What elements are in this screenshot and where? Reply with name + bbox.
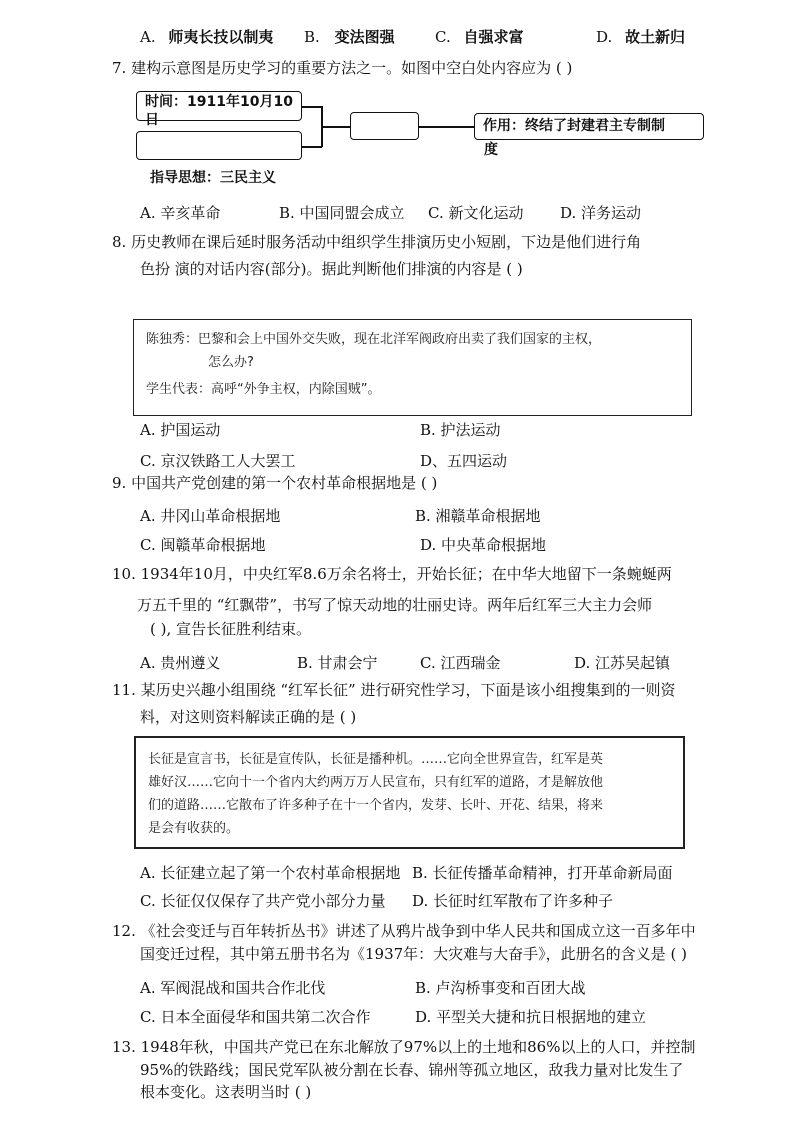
dialogue-line: 学生代表：高呼“外争主权，内除国贼”。: [146, 382, 381, 397]
q10-option-c: C. 江西瑞金: [420, 654, 501, 672]
quote-line: 是会有收获的。: [148, 821, 240, 836]
q12-option-b: B. 卢沟桥事变和百团大战: [415, 979, 586, 997]
q12-option-d: D. 平型关大捷和抗日根据地的建立: [415, 1008, 647, 1026]
q8-option-c: C. 京汉铁路工人大罢工: [140, 452, 296, 470]
q12-stem-line1: 12. 《社会变迁与百年转折丛书》讲述了从鸦片战争到中华人民共和国成立这一百多年中: [112, 922, 696, 940]
option-text: 变法图强: [334, 28, 395, 46]
connector-line: [302, 106, 322, 108]
q12-option-a: A. 军阀混战和国共合作北伐: [140, 979, 326, 997]
diagram-blank-box: [136, 131, 302, 160]
q7-stem: 7. 建构示意图是历史学习的重要方法之一。如图中空白处内容应为 ( ): [112, 59, 573, 77]
option-letter: A.: [140, 28, 156, 46]
option-text: 自强求富: [463, 28, 524, 46]
diagram-answer-box: [350, 112, 419, 140]
q12-option-c: C. 日本全面侵华和国共第二次合作: [140, 1008, 371, 1026]
q7-option-d: D. 洋务运动: [560, 204, 642, 222]
diagram-time-box: [136, 91, 302, 128]
option-letter: B.: [304, 28, 320, 46]
q7-option-b: B. 中国同盟会成立: [279, 204, 405, 222]
diagram-effect-label: 作用：终结了封建君主专制制: [483, 118, 665, 134]
connector-line: [302, 146, 322, 148]
quote-line: 们的道路……它散布了许多种子在十一个省内，发芽、长叶、开花、结果，将来: [148, 798, 604, 813]
q8-option-b: B. 护法运动: [420, 421, 501, 439]
q11-option-a: A. 长征建立起了第一个农村革命根据地: [140, 864, 401, 882]
q9-option-a: A. 井冈山革命根据地: [140, 507, 281, 525]
q9-option-b: B. 湘赣革命根据地: [415, 507, 541, 525]
q6-option-a: [140, 26, 273, 47]
diagram-time-label: 时间：1911年10月10日: [145, 94, 293, 128]
q10-stem-line1: 10. 1934年10月，中央红军8.6万余名将士，开始长征；在中华大地留下一条蜿蜒两: [112, 565, 672, 583]
q10-option-a: A. 贵州遵义: [140, 654, 221, 672]
q13-stem-line2: 95%的铁路线；国民党军队被分割在长春、锦州等孤立地区，敌我力量对比发生了: [140, 1061, 684, 1079]
q8-option-d: D、五四运动: [420, 452, 508, 470]
dialogue-line: 怎么办?: [208, 355, 254, 370]
q13-stem-line1: 13. 1948年秋，中国共产党已在东北解放了97%以上的土地和86%以上的人口，并控制: [112, 1038, 696, 1056]
q9-stem: 9. 中国共产党创建的第一个农村革命根据地是 ( ): [112, 474, 438, 492]
q11-quote-box: [134, 736, 685, 849]
q10-stem-line3: ( ), 宣告长征胜利结束。: [150, 620, 312, 638]
diagram-effect-label-cont: 度: [484, 142, 498, 158]
q7-option-a: A. 辛亥革命: [140, 204, 221, 222]
q9-option-c: C. 闽赣革命根据地: [140, 536, 266, 554]
connector-line: [322, 126, 350, 128]
q8-dialogue-box: [133, 319, 692, 416]
q9-option-d: D. 中央革命根据地: [420, 536, 547, 554]
q11-stem-line2: 料，对这则资料解读正确的是 ( ): [140, 708, 357, 726]
option-letter: D.: [596, 28, 613, 46]
option-letter: C.: [435, 28, 451, 46]
option-text: 故土新归: [625, 28, 686, 46]
connector-line: [419, 126, 474, 128]
q6-option-c: [435, 26, 524, 47]
diagram-guide-label: 指导思想：三民主义: [150, 170, 276, 186]
quote-line: 长征是宣言书，长征是宣传队，长征是播种机。……它向全世界宣告，红军是英: [148, 752, 604, 767]
q8-stem-line1: 8. 历史教师在课后延时服务活动中组织学生排演历史小短剧，下边是他们进行角: [112, 233, 642, 251]
quote-line: 雄好汉……它向十一个省内大约两万万人民宣布，只有红军的道路，才是解放他: [148, 775, 604, 790]
q10-stem-line2: 万五千里的 “红飘带”，书写了惊天动地的壮丽史诗。两年后红军三大主力会师: [137, 596, 653, 614]
q6-option-b: [304, 26, 395, 47]
q11-stem-line1: 11. 某历史兴趣小组围绕 “红军长征” 进行研究性学习，下面是该小组搜集到的一则资: [112, 681, 676, 699]
q11-option-b: B. 长征传播革命精神，打开革命新局面: [412, 864, 673, 882]
q10-option-b: B. 甘肃会宁: [297, 654, 378, 672]
q10-option-d: D. 江苏吴起镇: [574, 654, 671, 672]
option-text: 师夷长技以制夷: [168, 28, 274, 46]
q11-option-c: C. 长征仅仅保存了共产党小部分力量: [140, 892, 386, 910]
q7-option-c: C. 新文化运动: [428, 204, 524, 222]
q12-stem-line2: 国变迁过程，其中第五册书名为《1937年：大灾难与大奋手》，此册名的含义是 ( ): [140, 945, 687, 963]
q11-option-d: D. 长征时红军散布了许多种子: [412, 892, 614, 910]
q6-option-d: [596, 26, 685, 47]
q8-stem-line2: 色扮 演的对话内容(部分)。据此判断他们排演的内容是 ( ): [140, 260, 523, 278]
diagram-effect-box: [474, 113, 704, 140]
q13-stem-line3: 根本变化。这表明当时 ( ): [140, 1083, 312, 1101]
q8-option-a: A. 护国运动: [140, 421, 221, 439]
dialogue-line: 陈独秀：巴黎和会上中国外交失败，现在北洋军阀政府出卖了我们国家的主权，: [146, 332, 602, 347]
